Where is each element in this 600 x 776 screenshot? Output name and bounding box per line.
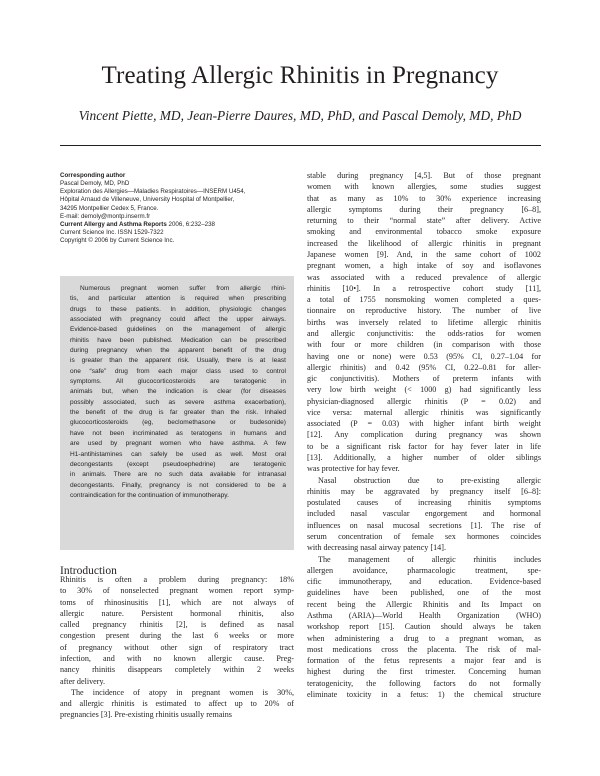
text-line: [13]. Additionally, a higher number of older siblings <box>307 453 541 463</box>
text-line: eliminate toxicity in a fetus: 1) the chemical structure <box>307 689 541 699</box>
text-line: most medications cross the placenta. The risk of mal- <box>307 644 541 654</box>
text-line: pregnancies [3]. Pre-existing rhinitis usually remains <box>60 710 232 720</box>
text-line: births was inversely related to lifetime allergic rhinitis <box>307 317 541 327</box>
paper-title: Treating Allergic Rhinitis in Pregnancy <box>101 62 499 89</box>
author-list: Vincent Piette, MD, Jean-Pierre Daures, MD, PhD, and Pascal Demoly, MD, PhD <box>78 108 522 123</box>
text-line: Rhinitis is often a problem during pregnancy: 18% <box>60 575 294 584</box>
text-line: possibly associated, such as severe asthma exacerbation), <box>70 398 286 406</box>
text-line: was protective for hay fever. <box>307 464 400 474</box>
text-line: guidelines have been published, one of the most <box>307 588 541 598</box>
text-line: associated (P = 0.03) with higher infant birth weight <box>307 419 541 429</box>
text-line: allergen avoidance, pharmacologic treatment, spe- <box>307 565 541 575</box>
text-line: of pregnancy without other sign of respiratory tract <box>60 642 294 652</box>
text-line: toms of rhinosinusitis [1], which are not always of <box>60 597 294 607</box>
text-line: H1-antihistamines can safely be used as well. Most oral <box>70 450 286 458</box>
text-line: drugs to these patients. In addition, physiologic changes <box>70 305 286 313</box>
text-line: workshop report [15]. Caution should always be taken <box>307 622 541 632</box>
title-rule <box>60 145 541 146</box>
text-line: and allergic conjunctivitis: the odds-ratios for women <box>307 328 541 338</box>
text-line: called pregnancy rhinitis [2], is defined as nasal <box>60 620 294 630</box>
text-line: allergic rhinitis) and 0.42 (95% CI, 0.22–0.81 for aller- <box>307 362 541 372</box>
text-line: with decreasing nasal airway patency [14]. <box>307 543 446 553</box>
text-line: associated with pregnancy could affect the upper airways. <box>70 316 286 324</box>
text-line: Nasal obstruction due to pre-existing allergic <box>318 475 541 485</box>
text-line: cific immunotherapy, and education. Evidence-based <box>307 577 541 587</box>
correspondence-line: 34295 Montpellier Cedex 5, France. <box>60 204 159 212</box>
text-line: very low birth weight (< 1000 g) had significantly less <box>307 385 541 395</box>
text-line: tis, and particular attention is required when prescribing <box>70 295 286 303</box>
text-line: to 30% of nonselected pregnant women report symp- <box>60 586 294 596</box>
text-line: animals but, when the indication is clear (for diseases <box>70 388 286 396</box>
text-line: infection, and with no known allergic cause. Preg- <box>60 653 294 663</box>
text-line: one “safe” drug from each major class used to control <box>70 367 286 375</box>
text-line: women with known allergies, some studies suggest <box>307 182 541 192</box>
text-line: gic conjunctivitis). Mothers of preterm infants with <box>307 374 541 384</box>
text-line: postulated causes of increasing rhinitis symptoms <box>307 498 541 508</box>
correspondence-line: Exploration des Allergies—Maladies Respiratoires—INSERM U454, <box>60 188 246 196</box>
text-line: are used by pregnant women who have asthma. A few <box>70 440 286 448</box>
text-line: that as many as 10% to 30% experience increasing <box>307 193 541 203</box>
text-line: during pregnancy when the apparent benefit of the drug <box>70 347 286 355</box>
text-line: was associated with a reduced prevalence of allergic <box>307 272 541 282</box>
text-line: Numerous pregnant women suffer from allergic rhini- <box>80 285 286 292</box>
text-line: included nasal vascular engorgement and hormonal <box>307 509 541 519</box>
text-line: pregnant women, a high intake of soy and isoflavones <box>307 261 541 271</box>
text-line: smoking and environmental tobacco smoke exposure <box>307 227 541 237</box>
text-line: influences on nasal mucosal secretions [1]. The rise of <box>307 520 541 530</box>
text-line: glucocorticosteroids (eg, beclomethasone or budesonide) <box>70 419 286 427</box>
abstract-box <box>60 276 294 550</box>
text-line: increased the likelihood of allergic rhinitis in pregnant <box>307 238 541 248</box>
text-line: and allergic rhinitis is estimated to affect up to 20% of <box>60 699 294 709</box>
text-line: nancy rhinitis disappears completely within 2 weeks <box>60 665 294 675</box>
journal-citation <box>60 221 300 229</box>
text-line: to be a significant risk factor for hay fever later in life <box>307 441 541 451</box>
text-line: stable during pregnancy [4,5]. But of those pregnant <box>307 171 541 180</box>
correspondence-line: Hôpital Arnaud de Villeneuve, University Hospital of Montpellier, <box>60 196 235 204</box>
text-line: when administering a drug to a pregnant woman, as <box>307 633 541 643</box>
text-line: rhinitis have been published. Medication can be prescribed <box>70 336 286 344</box>
text-line: tionnaire on reproductive history. The number of live <box>307 306 541 316</box>
text-line: after delivery. <box>60 676 106 686</box>
text-line: The incidence of atopy in pregnant women is 30%, <box>71 687 294 697</box>
correspondence-line: Pascal Demoly, MD, PhD <box>60 180 130 188</box>
text-line: is greater than the apparent risk. Usually, there is at least <box>70 357 286 365</box>
correspondence-email: E-mail: demoly@montp.inserm.fr <box>60 212 151 220</box>
text-line: symptoms. All glucocorticosteroids are teratogenic in <box>70 378 286 386</box>
text-line: [12]. Any complication during pregnancy was shown <box>307 430 541 440</box>
text-line: allergic symptoms during their pregnancy [6–8], <box>307 204 541 214</box>
text-line: highest during the first trimester. Concerning human <box>307 667 541 677</box>
right-column-text <box>307 170 541 700</box>
text-line: Evidence-based guidelines on the management of allergic <box>70 326 286 334</box>
text-line: congestion present during the last 6 weeks or more <box>60 631 294 641</box>
introduction-heading: Introduction <box>60 565 117 577</box>
text-line: rhinitis may be aggravated by pregnancy itself [6–8]: <box>307 486 541 496</box>
text-line: contraindication for the continuation of immunotherapy. <box>70 491 229 499</box>
text-line: recent being the Allergic Rhinitis and Its Impact on <box>307 599 541 609</box>
journal-volume: 2006, 6:232–238 <box>166 220 215 228</box>
text-line: teratogenicity, the following factors do not formally <box>307 678 541 688</box>
text-line: the benefit of the drug is far greater than the risk. Inhaled <box>70 409 286 417</box>
text-line: decongestants. Finally, pregnancy is not considered to be a <box>70 481 286 489</box>
text-line: having one or none) were 0.53 (95% CI, 0.27–1.04 for <box>307 351 541 361</box>
text-line: formation of the fetus represents a major fear and is <box>307 656 541 666</box>
text-line: with four or more children (in comparison with those <box>307 340 541 350</box>
text-line: returning to their “normal state” after delivery. Active <box>307 216 541 226</box>
text-line: physician-diagnosed allergic rhinitis (P = 0.02) and <box>307 396 541 406</box>
correspondence-heading: Corresponding author <box>60 172 126 179</box>
text-line: decongestants (except pseudoephedrine) are teratogenic <box>70 460 286 468</box>
text-line: allergic nature. Persistent hormonal rhinitis, also <box>60 608 294 618</box>
text-line: serum concentration of female sex hormones coincides <box>307 532 541 541</box>
text-line: have not been incriminated as teratogens in humans and <box>70 429 286 437</box>
copyright-line: Copyright © 2006 by Current Science Inc. <box>60 237 175 245</box>
issn-line: Current Science Inc. ISSN 1529-7322 <box>60 229 164 237</box>
text-line: Japanese women [9]. And, in the same cohort of 1002 <box>307 249 541 259</box>
text-line: The management of allergic rhinitis includes <box>318 554 541 564</box>
text-line: vice versa: maternal allergic rhinitis was significantly <box>307 407 541 417</box>
text-line: in animals. There are no such data available for intranasal <box>70 471 286 479</box>
text-line: Asthma (ARIA)—World Health Organization (WHO) <box>307 610 541 620</box>
text-line: a total of 1755 nonsmoking women completed a ques- <box>307 295 541 305</box>
journal-name: Current Allergy and Asthma Reports <box>60 220 167 228</box>
correspondence-block <box>60 172 300 245</box>
left-column-text <box>60 574 294 721</box>
text-line: rhinitis [10•]. In a retrospective cohort study [11], <box>307 283 541 293</box>
